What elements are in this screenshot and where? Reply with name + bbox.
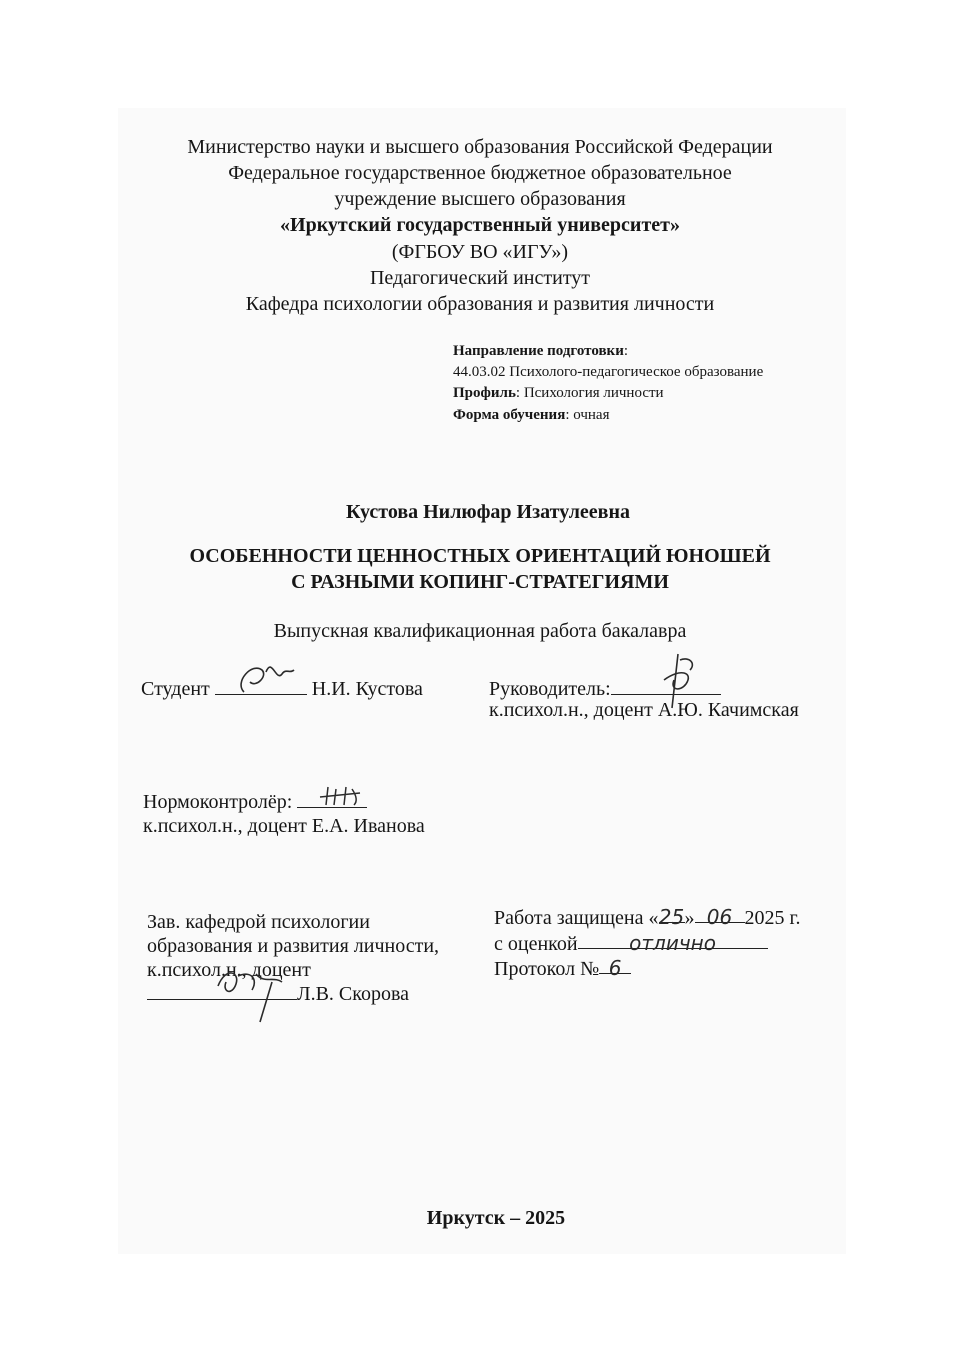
- author-name: Кустова Нилюфар Изатулеевна: [346, 501, 630, 523]
- defense-mid: »: [684, 907, 695, 929]
- direction-row: Направление подготовки:: [453, 343, 629, 359]
- grade-row: [494, 930, 768, 957]
- institute-name: Педагогический институт: [369, 267, 591, 289]
- student-signature: [232, 652, 302, 702]
- head-line-1: Зав. кафедрой психологии: [147, 911, 370, 933]
- head-line-3: к.психол.н., доцент: [147, 959, 311, 981]
- university-name: «Иркутский государственный университет»: [280, 214, 680, 236]
- thesis-title-line-2: С РАЗНЫМИ КОПИНГ-СТРАТЕГИЯМИ: [291, 571, 669, 593]
- defense-month: 06: [695, 904, 745, 923]
- department-name: Кафедра психологии образования и развития личности: [245, 293, 715, 315]
- defense-day: 25: [658, 905, 685, 929]
- normocontrol-details: к.психол.н., доцент Е.А. Иванова: [143, 815, 425, 837]
- head-line-2: образования и развития личности,: [147, 935, 440, 957]
- form-value: очная: [573, 407, 610, 423]
- ministry-line: Министерство науки и высшего образования Российской Федерации: [187, 136, 773, 158]
- direction-label: Направление подготовки: [453, 343, 624, 359]
- normocontrol-label: Нормоконтролёр:: [143, 791, 293, 813]
- profile-label: Профиль: [453, 385, 516, 401]
- form-row: Форма обучения: очная: [453, 407, 610, 423]
- work-type: Выпускная квалификационная работа бакалавра: [273, 620, 687, 642]
- protocol-label: Протокол №: [494, 958, 600, 980]
- institution-type-line: Федеральное государственное бюджетное образовательное: [228, 162, 732, 184]
- supervisor-details: к.психол.н., доцент А.Ю. Качимская: [489, 699, 799, 721]
- grade-value: отлично: [578, 930, 768, 949]
- protocol-row: [494, 955, 631, 982]
- supervisor-label: Руководитель:: [489, 678, 611, 700]
- profile-value: Психология личности: [523, 385, 664, 401]
- university-abbr: (ФГБОУ ВО «ИГУ»): [391, 241, 569, 263]
- supervisor-signature: [650, 650, 710, 712]
- defense-year: 2025 г.: [744, 907, 801, 929]
- thesis-title-line-1: ОСОБЕННОСТИ ЦЕННОСТНЫХ ОРИЕНТАЦИЙ ЮНОШЕЙ: [189, 545, 771, 567]
- institution-type-line-2: учреждение высшего образования: [334, 188, 626, 210]
- grade-label: с оценкой: [494, 933, 578, 955]
- protocol-value: 6: [599, 955, 631, 974]
- defense-prefix: Работа защищена «: [494, 907, 659, 929]
- head-name: Л.В. Скорова: [297, 983, 410, 1005]
- form-label: Форма обучения: [453, 407, 566, 423]
- direction-value: 44.03.02 Психолого-педагогическое образование: [453, 364, 764, 380]
- profile-row: Профиль: Психология личности: [453, 385, 664, 401]
- normocontrol-signature: [316, 783, 366, 809]
- defense-date-row: [494, 904, 800, 931]
- head-signature: [212, 956, 292, 1026]
- city-year: Иркутск – 2025: [426, 1207, 566, 1229]
- student-label: Студент: [141, 678, 210, 700]
- student-name: Н.И. Кустова: [311, 678, 423, 700]
